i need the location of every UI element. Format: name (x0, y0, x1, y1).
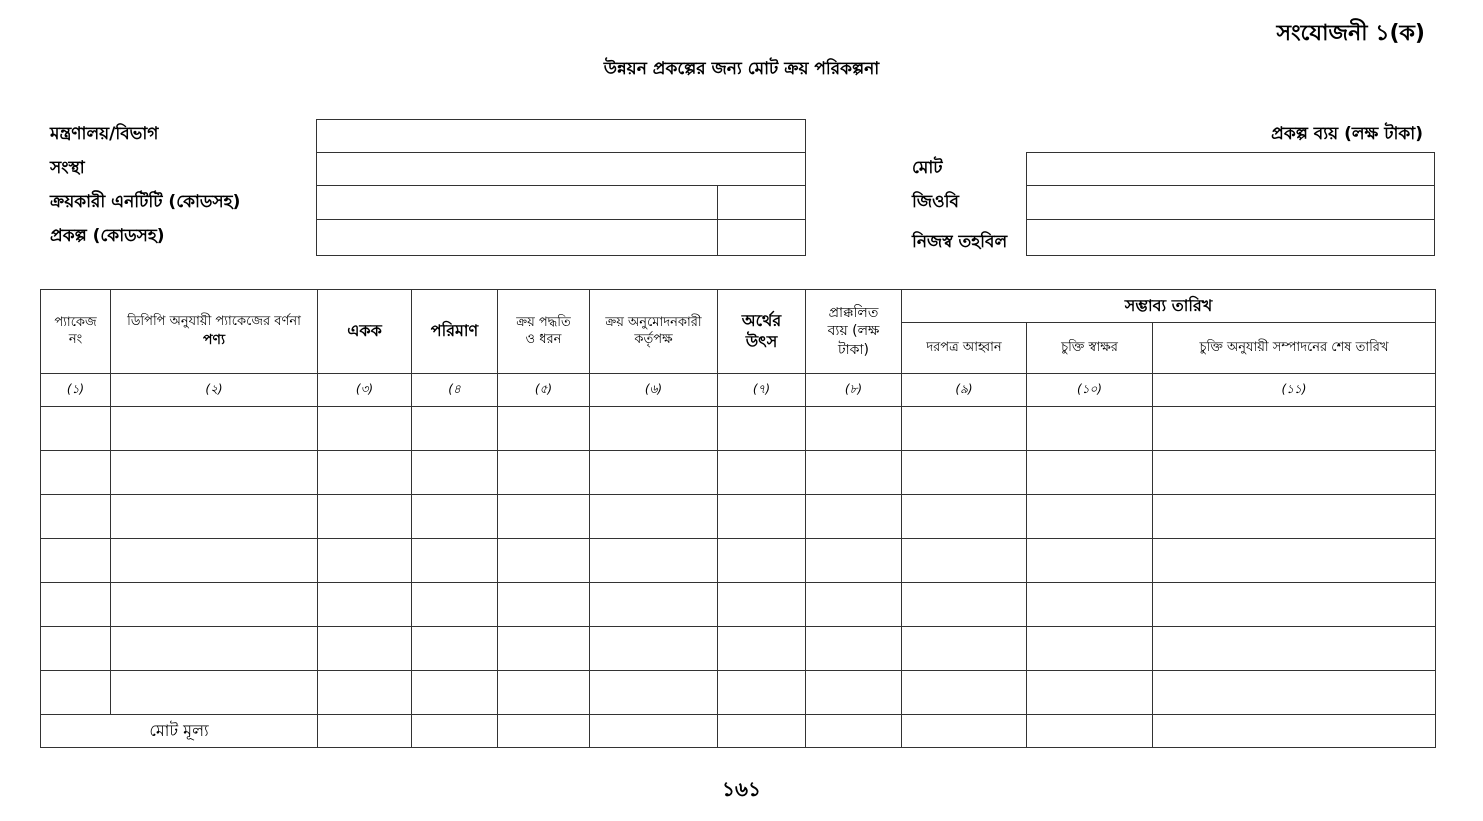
header-fund-source (718, 290, 806, 374)
col-num-8: (৮) (806, 374, 902, 407)
header-method-line2: ও ধরন (525, 331, 562, 347)
cost-gob-label: জিওবি (912, 192, 959, 212)
header-probable-dates: সম্ভাব্য তারিখ (902, 290, 1436, 323)
page-number: ১৬১ (722, 777, 761, 801)
agency-field[interactable] (316, 152, 806, 186)
project-cost-title: প্রকল্প ব্যয় (লক্ষ টাকা) (1271, 124, 1423, 144)
cost-total-label: মোট (912, 158, 943, 178)
header-fund-line2: উৎস (745, 331, 778, 351)
table-row[interactable] (41, 627, 1436, 671)
project-label: প্রকল্প (কোডসহ) (50, 226, 165, 246)
ministry-field[interactable] (316, 119, 806, 153)
column-number-row (41, 374, 1436, 407)
ministry-label: মন্ত্রণালয়/বিভাগ (50, 124, 159, 144)
col-num-5: (৫) (498, 374, 590, 407)
header-quantity: পরিমাণ (412, 290, 498, 374)
table-row[interactable] (41, 583, 1436, 627)
table-row[interactable] (41, 495, 1436, 539)
col-num-7: (৭) (718, 374, 806, 407)
project-field[interactable] (316, 219, 718, 256)
table-row[interactable] (41, 539, 1436, 583)
header-fund-line1: অর্থের (741, 310, 782, 330)
header-description-line1: ডিপিপি অনুযায়ী প্যাকেজের বর্ণনা (127, 313, 301, 329)
header-package-line2: নং (68, 331, 83, 347)
header-estimate-line1: প্রাক্কলিত (828, 305, 879, 322)
header-approval-authority (590, 290, 718, 374)
col-num-4: (৪ (412, 374, 498, 407)
header-estimate-line3: টাকা) (837, 341, 869, 358)
header-method-line1: ক্রয় পদ্ধতি (516, 314, 571, 330)
cost-gob-field[interactable] (1026, 185, 1435, 220)
col-num-11: (১১) (1153, 374, 1436, 407)
total-value-label: মোট মূল্য (41, 715, 318, 748)
header-completion-date: চুক্তি অনুযায়ী সম্পাদনের শেষ তারিখ (1153, 323, 1436, 374)
col-num-3: (৩) (318, 374, 412, 407)
agency-label: সংস্থা (50, 158, 85, 178)
col-num-6: (৬) (590, 374, 718, 407)
header-description-line2: পণ্য (202, 331, 226, 348)
header-contract-signing: চুক্তি স্বাক্ষর (1027, 323, 1153, 374)
header-approval-line1: ক্রয় অনুমোদনকারী (605, 314, 702, 330)
col-num-1: (১) (41, 374, 111, 407)
header-description (111, 290, 318, 374)
table-row[interactable] (41, 451, 1436, 495)
table-row[interactable] (41, 407, 1436, 451)
document-title: উন্নয়ন প্রকল্পের জন্য মোট ক্রয় পরিকল্পনা (603, 59, 880, 79)
annex-label: সংযোজনী ১(ক) (1276, 21, 1425, 46)
entity-label: ক্রয়কারী এনটিটি (কোডসহ) (50, 192, 241, 212)
col-num-10: (১০) (1027, 374, 1153, 407)
header-unit: একক (318, 290, 412, 374)
header-approval-line2: কর্তৃপক্ষ (634, 331, 673, 347)
col-num-9: (৯) (902, 374, 1027, 407)
header-estimate-line2: ব্যয় (লক্ষ (827, 323, 880, 340)
header-tender-invitation: দরপত্র আহ্বান (902, 323, 1027, 374)
cost-own-fund-field[interactable] (1026, 219, 1435, 256)
project-code-field[interactable] (717, 219, 806, 256)
entity-field[interactable] (316, 185, 718, 220)
header-package-no (41, 290, 111, 374)
col-num-2: (২) (111, 374, 318, 407)
table-row[interactable] (41, 671, 1436, 715)
header-estimated-cost (806, 290, 902, 374)
procurement-plan-table (40, 289, 1436, 748)
header-method (498, 290, 590, 374)
cost-own-fund-label: নিজস্ব তহবিল (912, 232, 1008, 252)
total-row (41, 715, 1436, 748)
cost-total-field[interactable] (1026, 152, 1435, 186)
entity-code-field[interactable] (717, 185, 806, 220)
header-package-line1: প্যাকেজ (54, 314, 97, 330)
